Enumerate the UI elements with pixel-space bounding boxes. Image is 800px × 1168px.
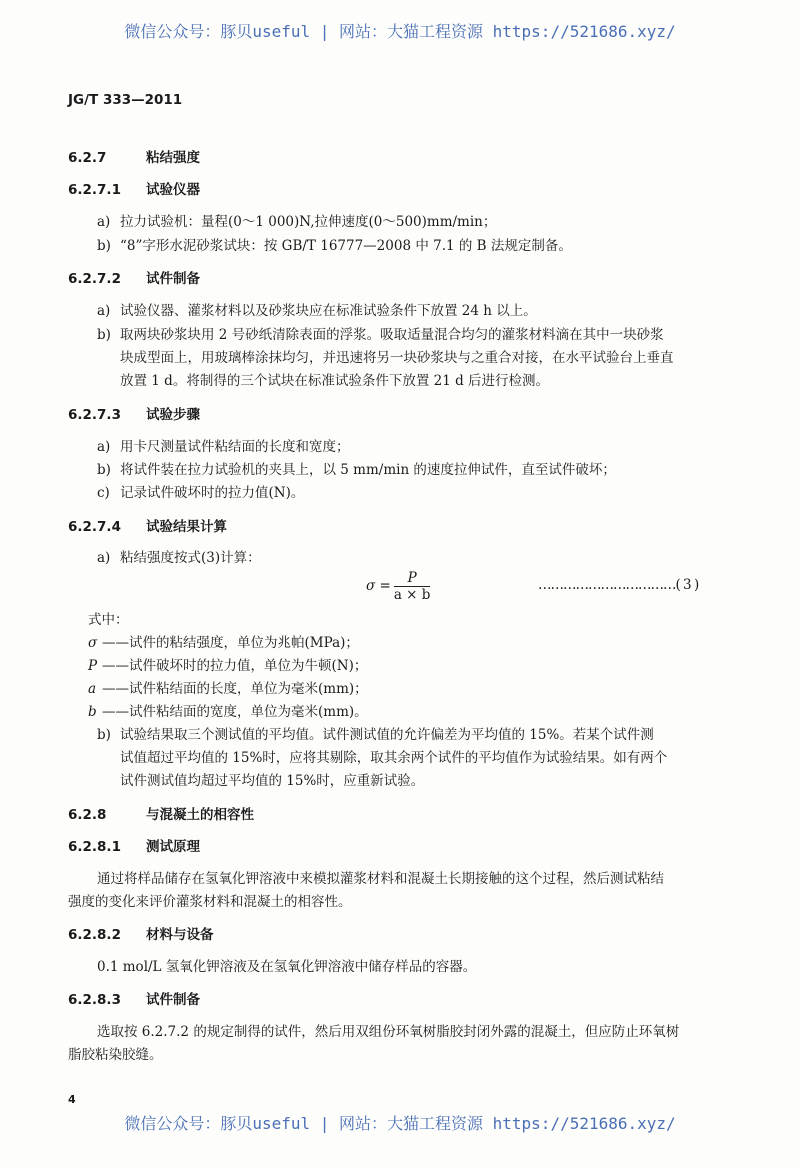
variable-definition: σ ——试件的粘结强度，单位为兆帕(MPa)；	[88, 635, 359, 651]
equation-number: ……………………………( 3 )	[538, 577, 699, 593]
paragraph-line: 0.1 mol/L 氢氧化钾溶液及在氢氧化钾溶液中储存样品的容器。	[97, 959, 477, 975]
paragraph-line: 选取按 6.2.7.2 的规定制得的试件，然后用双组份环氧树脂胶封闭外露的混凝土，但应防止环氧树	[97, 1024, 680, 1040]
section-6-2-7-4: 6.2.7.4 试验结果计算	[68, 519, 227, 535]
paragraph-line: 强度的变化来评价灌浆材料和混凝土的相容性。	[68, 894, 352, 910]
standard-header: JG/T 333—2011	[68, 92, 183, 108]
watermark-top: 微信公众号：豚贝useful | 网站：大猫工程资源 https://521686.xyz/	[124, 22, 676, 41]
paragraph-line: 通过将样品储存在氢氧化钾溶液中来模拟灌浆材料和混凝土长期接触的这个过程，然后测试粘结	[97, 871, 664, 887]
text-line: 试值超过平均值的 15%时，应将其剔除，取其余两个试件的平均值作为试验结果。如有两个	[120, 750, 668, 766]
watermark-bottom: 微信公众号：豚贝useful | 网站：大猫工程资源 https://521686.xyz/	[124, 1114, 676, 1133]
variable-definition: P ——试件破坏时的拉力值，单位为牛顿(N)；	[88, 658, 368, 674]
formula: σ = $\frac{P}{a \times b}$	[366, 570, 431, 603]
variable-definition: a ——试件粘结面的长度，单位为毫米(mm)；	[88, 681, 368, 697]
section-6-2-7-2: 6.2.7.2 试件制备	[68, 271, 200, 287]
page-number: 4	[68, 1093, 76, 1106]
section-6-2-7: 6.2.7 粘结强度	[68, 150, 200, 166]
section-6-2-7-1: 6.2.7.1 试验仪器	[68, 182, 200, 198]
section-6-2-8-2: 6.2.8.2 材料与设备	[68, 927, 214, 943]
document-page: 微信公众号：豚贝useful | 网站：大猫工程资源 https://521686.xyz/ JG/T 333—2011 6.2.7 粘结强度 6.2.7.1 试验仪器 a) 拉力试验机：量程(0～1 000)N,拉伸速度(0～500)mm/min； b) “8”字形水泥砂浆试块：按 GB/T 16777—2008 中 7.1 的 B 法规定制备。 6.2.7.2 试件制备 a) 试验仪器、灌浆材料以及砂浆块应在标准试验条件下放置 24 h 以上。 b) 取两块砂浆块用 2 号砂纸清除表面的浮浆。吸取适量混合均匀的灌浆材料滴在其中一块砂浆 块成型面上，用玻璃棒涂抹均匀，并迅速将另一块砂浆块与之重合对接，在水平试验台上垂直 放置 1 d。将制得的三个试块在标准试验条件下放置 21 d 后进行检测。 6.2.7.3 试验步骤 a) 用卡尺测量试件粘结面的长度和宽度； b) 将试件装在拉力试验机的夹具上，以 5 mm/min 的速度拉伸试件，直至试件破坏； c) 记录试件破坏时的拉力值(N)。 6.2.7.4 试验结果计算 a) 粘结强度按式(3)计算： σ = $\frac{P}{a \times b}$ ……………………………( 3 ) 式中： σ ——试件的粘结强度，单位为兆帕(MPa)； P ——试件破坏时的拉力值，单位为牛顿(N)； a ——试件粘结面的长度，单位为毫米(mm)； b ——试件粘结面的宽度，单位为毫米(mm)。 b) 试验结果取三个测试值的平均值。试件测试值的允许偏差为平均值的 15%。若某个试件测 试值超过平均值的 15%时，应将其剔除，取其余两个试件的平均值作为试验结果。如有两个 试件测试值均超过平均值的 15%时，应重新试验。 6.2.8 与混凝土的相容性 6.2.8.1 测试原理 通过将样品储存在氢氧化钾溶液中来模拟灌浆材料和混凝土长期接触的这个过程，然后测试粘结 强度的变化来评价灌浆材料和混凝土的相容性。 6.2.8.2 材料与设备 0.1 mol/L 氢氧化钾溶液及在氢氧化钾溶液中储存样品的容器。 6.2.8.3 试件制备 选取按 6.2.7.2 的规定制得的试件，然后用双组份环氧树脂胶封闭外露的混凝土，但应防止环氧树 脂胶粘染胶缝。 4 微信公众号：豚贝useful | 网站：大猫工程资源 https://521686.xyz/	[0, 0, 800, 1168]
text-line: 试件测试值均超过平均值的 15%时，应重新试验。	[120, 773, 425, 789]
variable-definition: b ——试件粘结面的宽度，单位为毫米(mm)。	[88, 704, 368, 720]
where-label: 式中：	[88, 612, 129, 628]
section-6-2-8: 6.2.8 与混凝土的相容性	[68, 807, 254, 823]
section-6-2-8-3: 6.2.8.3 试件制备	[68, 992, 200, 1008]
section-6-2-8-1: 6.2.8.1 测试原理	[68, 839, 200, 855]
paragraph-line: 脂胶粘染胶缝。	[68, 1047, 163, 1063]
section-6-2-7-3: 6.2.7.3 试验步骤	[68, 407, 200, 423]
text-line: 放置 1 d。将制得的三个试块在标准试验条件下放置 21 d 后进行检测。	[120, 373, 550, 389]
text-line: 块成型面上，用玻璃棒涂抹均匀，并迅速将另一块砂浆块与之重合对接，在水平试验台上垂直	[120, 350, 674, 366]
